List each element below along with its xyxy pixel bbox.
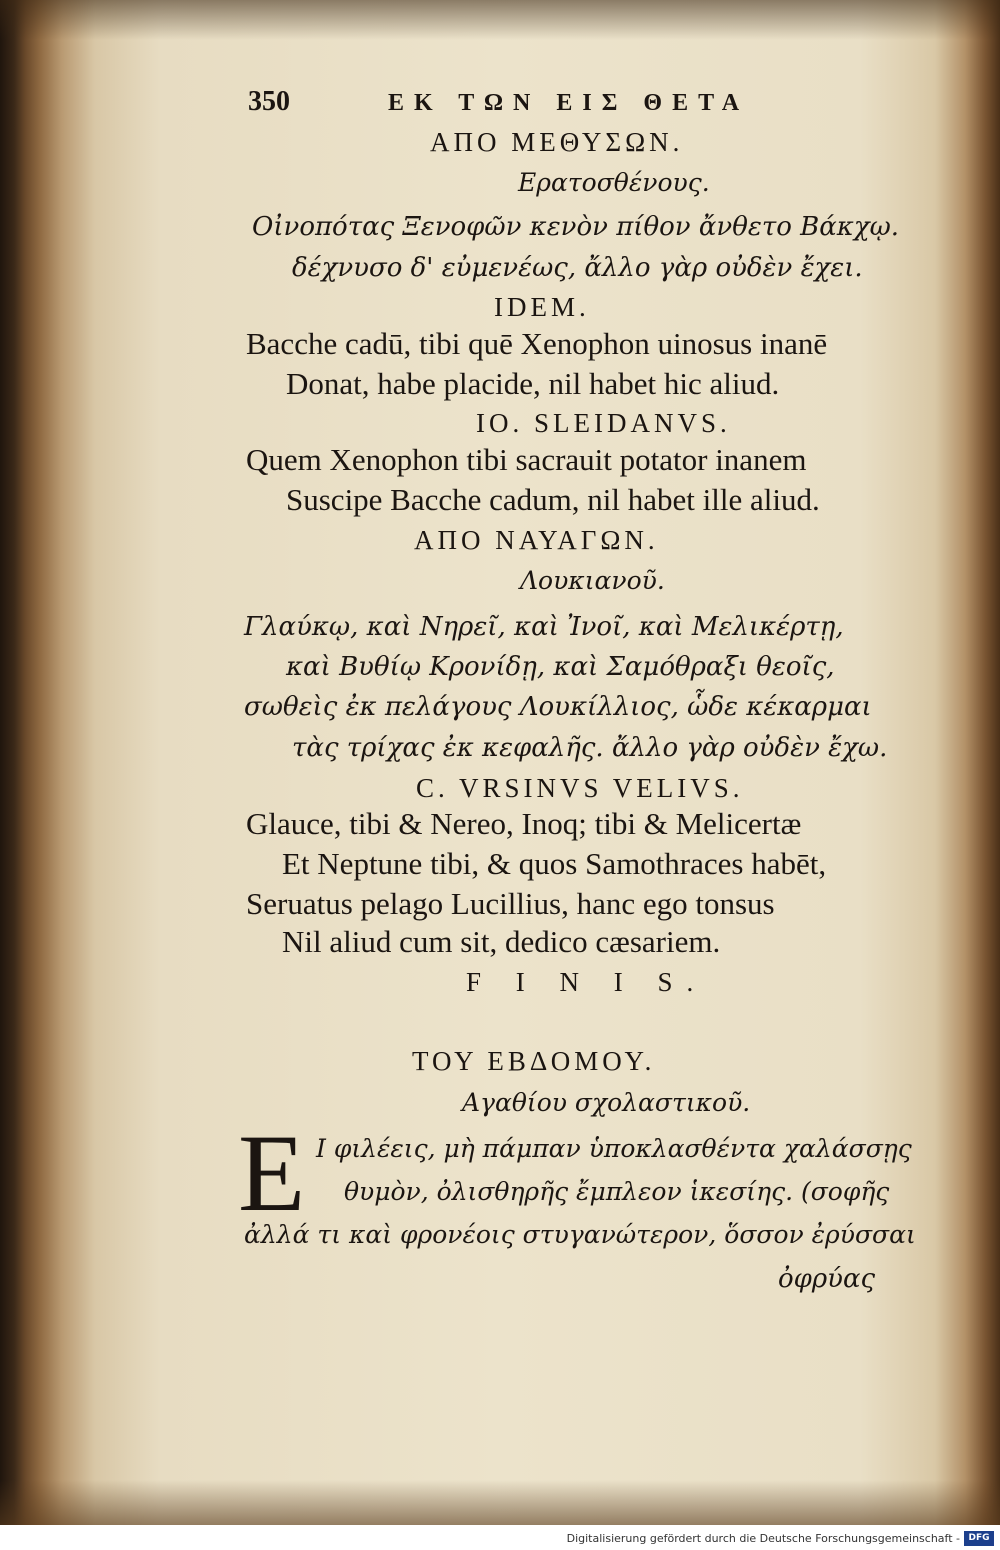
author-eratosthenes: Ερατοσθένους. [518,168,710,197]
page-number: 350 [248,86,290,117]
latin-verse-line: Glauce, tibi & Nereo, Inoq; tibi & Melicertæ [246,806,802,841]
greek-verse-line: σωθεὶς ἐκ πελάγους Λουκίλλιος, ὧδε κέκαρμαι [244,692,872,722]
section-heading-tou-ebdomou: ΤΟΥ ΕΒΔΟΜΟΥ. [412,1046,656,1076]
digitization-footer [0,1528,1000,1550]
greek-verse-line: ἀλλά τι καὶ φρονέοις στυγανώτερον, ὅσσον ἐρύσσαι [244,1220,916,1249]
velius-heading: C. VRSINVS VELIVS. [416,773,744,803]
author-agathias: Αγαθίου σχολαστικοῦ. [462,1088,751,1117]
greek-verse-line: δέχνυσο δ' εὐμενέως, ἄλλο γὰρ οὐδὲν ἔχει. [292,253,863,283]
greek-verse-line: Οἰνοπότας Ξενοφῶν κενὸν πίθον ἄνθετο Βάκχῳ. [252,212,900,242]
greek-verse-line: τὰς τρίχας ἐκ κεφαλῆς. ἄλλο γὰρ οὐδὲν ἔχω. [292,733,888,763]
greek-verse-line: καὶ Βυθίῳ Κρονίδῃ, καὶ Σαμόθραξι θεοῖς, [286,652,835,682]
page-bottom-shadow [0,1480,1000,1525]
dfg-logo-icon: DFG [964,1531,994,1546]
latin-verse-line: Et Neptune tibi, & quos Samothraces habēt, [282,846,827,881]
greek-verse-line: Ι φιλέεις, μὴ πάμπαν ὑποκλασθέντα χαλάσσῃς [316,1134,912,1163]
latin-verse-line: Seruatus pelago Lucillius, hanc ego tonsus [246,886,775,921]
latin-verse-line: Bacche cadū, tibi quē Xenophon uinosus inanē [246,326,828,361]
greek-verse-line: ὀφρύας [778,1264,876,1294]
section-heading-apo-nauagon: ΑΠΟ ΝΑΥΑΓΩΝ. [414,525,659,555]
latin-verse-line: Suscipe Bacche cadum, nil habet ille aliud. [286,482,820,517]
sleidanus-heading: IO. SLEIDANVS. [476,408,731,438]
finis-text: F I N I S. [466,967,708,997]
latin-verse-line: Quem Xenophon tibi sacrauit potator inanem [246,442,807,477]
idem-heading: IDEM. [494,292,590,322]
latin-verse-line: Nil aliud cum sit, dedico cæsariem. [282,924,721,959]
page-top-shadow [0,0,1000,40]
author-lucian: Λουκιανοῦ. [520,566,665,595]
footer-credit: Digitalisierung gefördert durch die Deutsche Forschungsgemeinschaft - [566,1532,960,1545]
decorative-initial: E [238,1112,306,1234]
section-heading-apo-methyson: ΑΠΟ ΜΕΘΥΣΩΝ. [430,127,684,157]
latin-verse-line: Donat, habe placide, nil habet hic aliud. [286,366,780,401]
running-head-title: ΕΚ ΤΩΝ ΕΙΣ ΘΕΤΑ [388,90,750,116]
greek-verse-line: Γλαύκῳ, καὶ Νηρεῖ, καὶ Ἰνοῖ, καὶ Μελικέρτῃ, [244,612,844,642]
greek-verse-line: θυμὸν, ὀλισθηρῆς ἔμπλεον ἱκεσίης. (σοφῆς [344,1177,890,1206]
